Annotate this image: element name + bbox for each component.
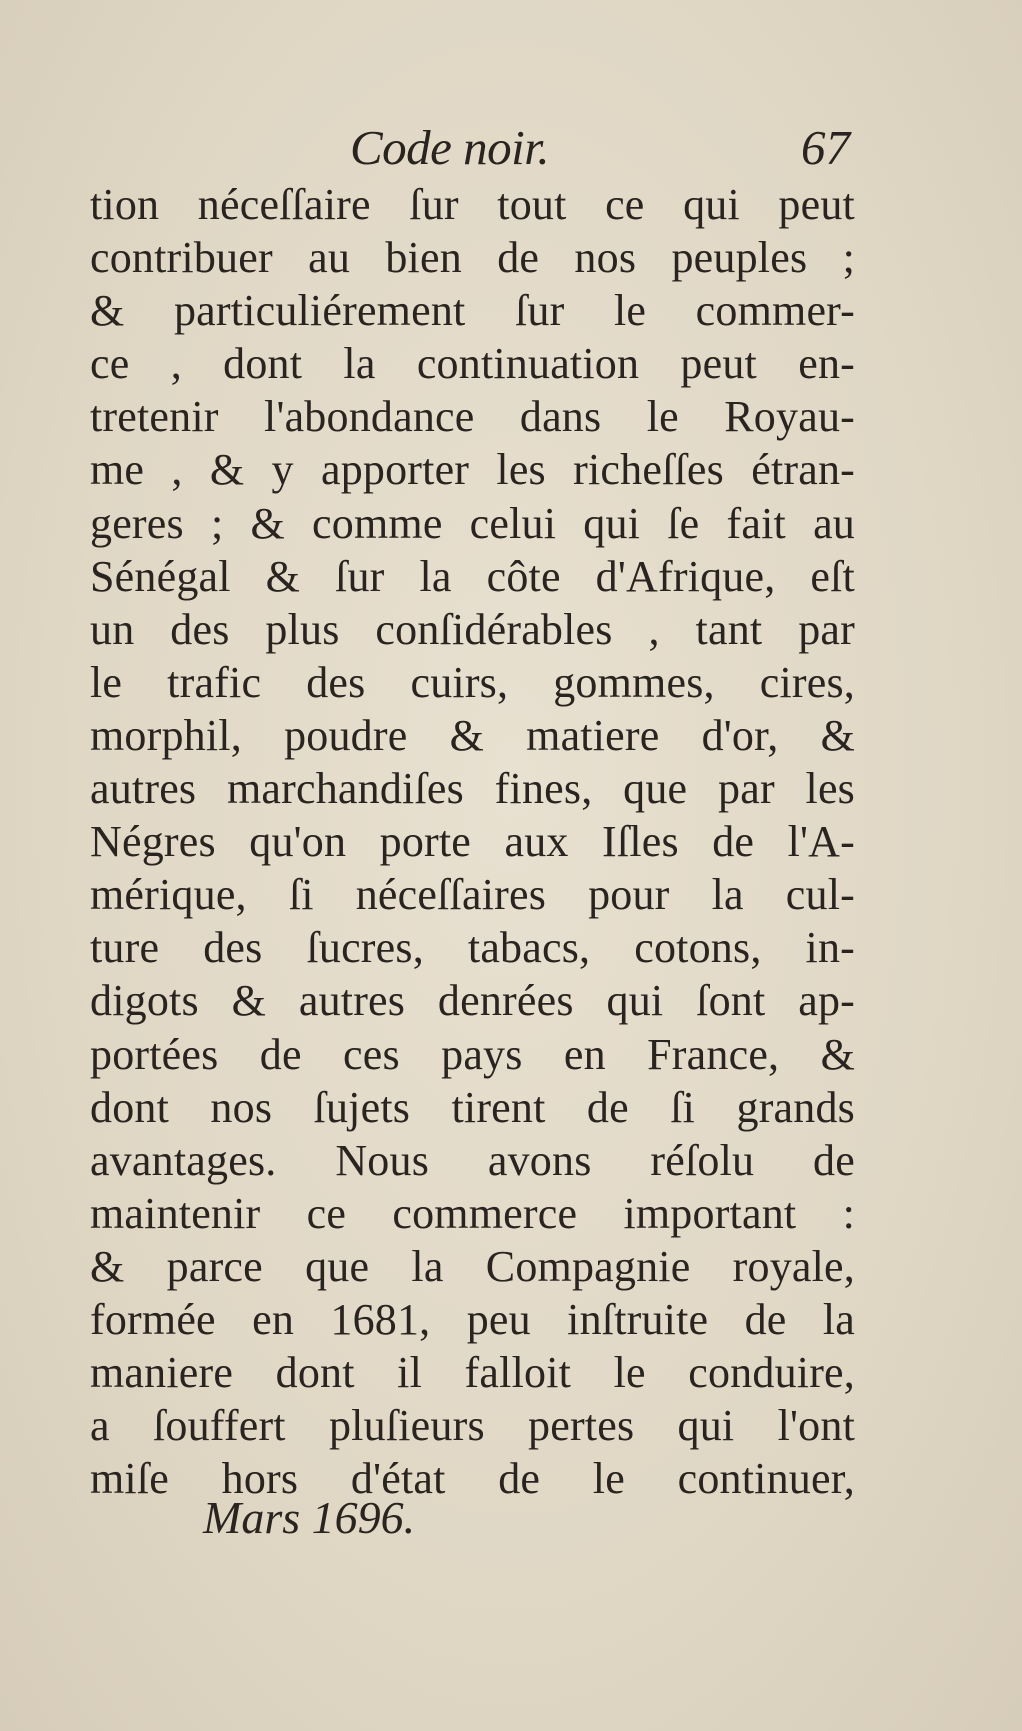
- text-line: dont nos ſujets tirent de ſi grands: [90, 1082, 855, 1132]
- text-line: & particuliérement ſur le commer-: [90, 286, 855, 336]
- text-line: mérique, ſi néceſſaires pour la cul-: [90, 870, 855, 920]
- body-text: [90, 178, 855, 1505]
- page-number: 67: [801, 120, 850, 175]
- text-line: formée en 1681, peu inſtruite de la: [90, 1294, 855, 1344]
- text-line: morphil, poudre & matiere d'or, &: [90, 710, 855, 760]
- text-line: maintenir ce commerce important :: [90, 1188, 855, 1238]
- text-line: ture des ſucres, tabacs, cotons, in-: [90, 923, 855, 973]
- running-title: Code noir.: [350, 120, 550, 175]
- catchword: Mars 1696.: [203, 1492, 416, 1543]
- text-line: miſe hors d'état de le continuer,: [90, 1454, 855, 1504]
- text-line: contribuer au bien de nos peuples ;: [90, 233, 855, 283]
- text-line: tretenir l'abondance dans le Royau-: [90, 392, 855, 442]
- text-line: le trafic des cuirs, gommes, cires,: [90, 657, 855, 707]
- text-line: digots & autres denrées qui ſont ap-: [90, 976, 855, 1026]
- text-line: Sénégal & ſur la côte d'Afrique, eſt: [90, 551, 855, 601]
- text-line: autres marchandiſes fines, que par les: [90, 764, 855, 814]
- text-line: tion néceſſaire ſur tout ce qui peut: [90, 180, 855, 229]
- running-head: [350, 118, 850, 178]
- text-line: Négres qu'on porte aux Iſles de l'A-: [90, 817, 855, 867]
- text-line: maniere dont il falloit le conduire,: [90, 1348, 855, 1398]
- text-line: & parce que la Compagnie royale,: [90, 1241, 855, 1291]
- text-line: ce , dont la continuation peut en-: [90, 339, 855, 389]
- text-line: a ſouffert pluſieurs pertes qui l'ont: [90, 1401, 855, 1451]
- text-line: geres ; & comme celui qui ſe fait au: [90, 498, 855, 548]
- text-line: portées de ces pays en France, &: [90, 1029, 855, 1079]
- text-line: avantages. Nous avons réſolu de: [90, 1135, 855, 1185]
- text-line: me , & y apporter les richeſſes étran-: [90, 445, 855, 495]
- text-line: un des plus conſidérables , tant par: [90, 604, 855, 654]
